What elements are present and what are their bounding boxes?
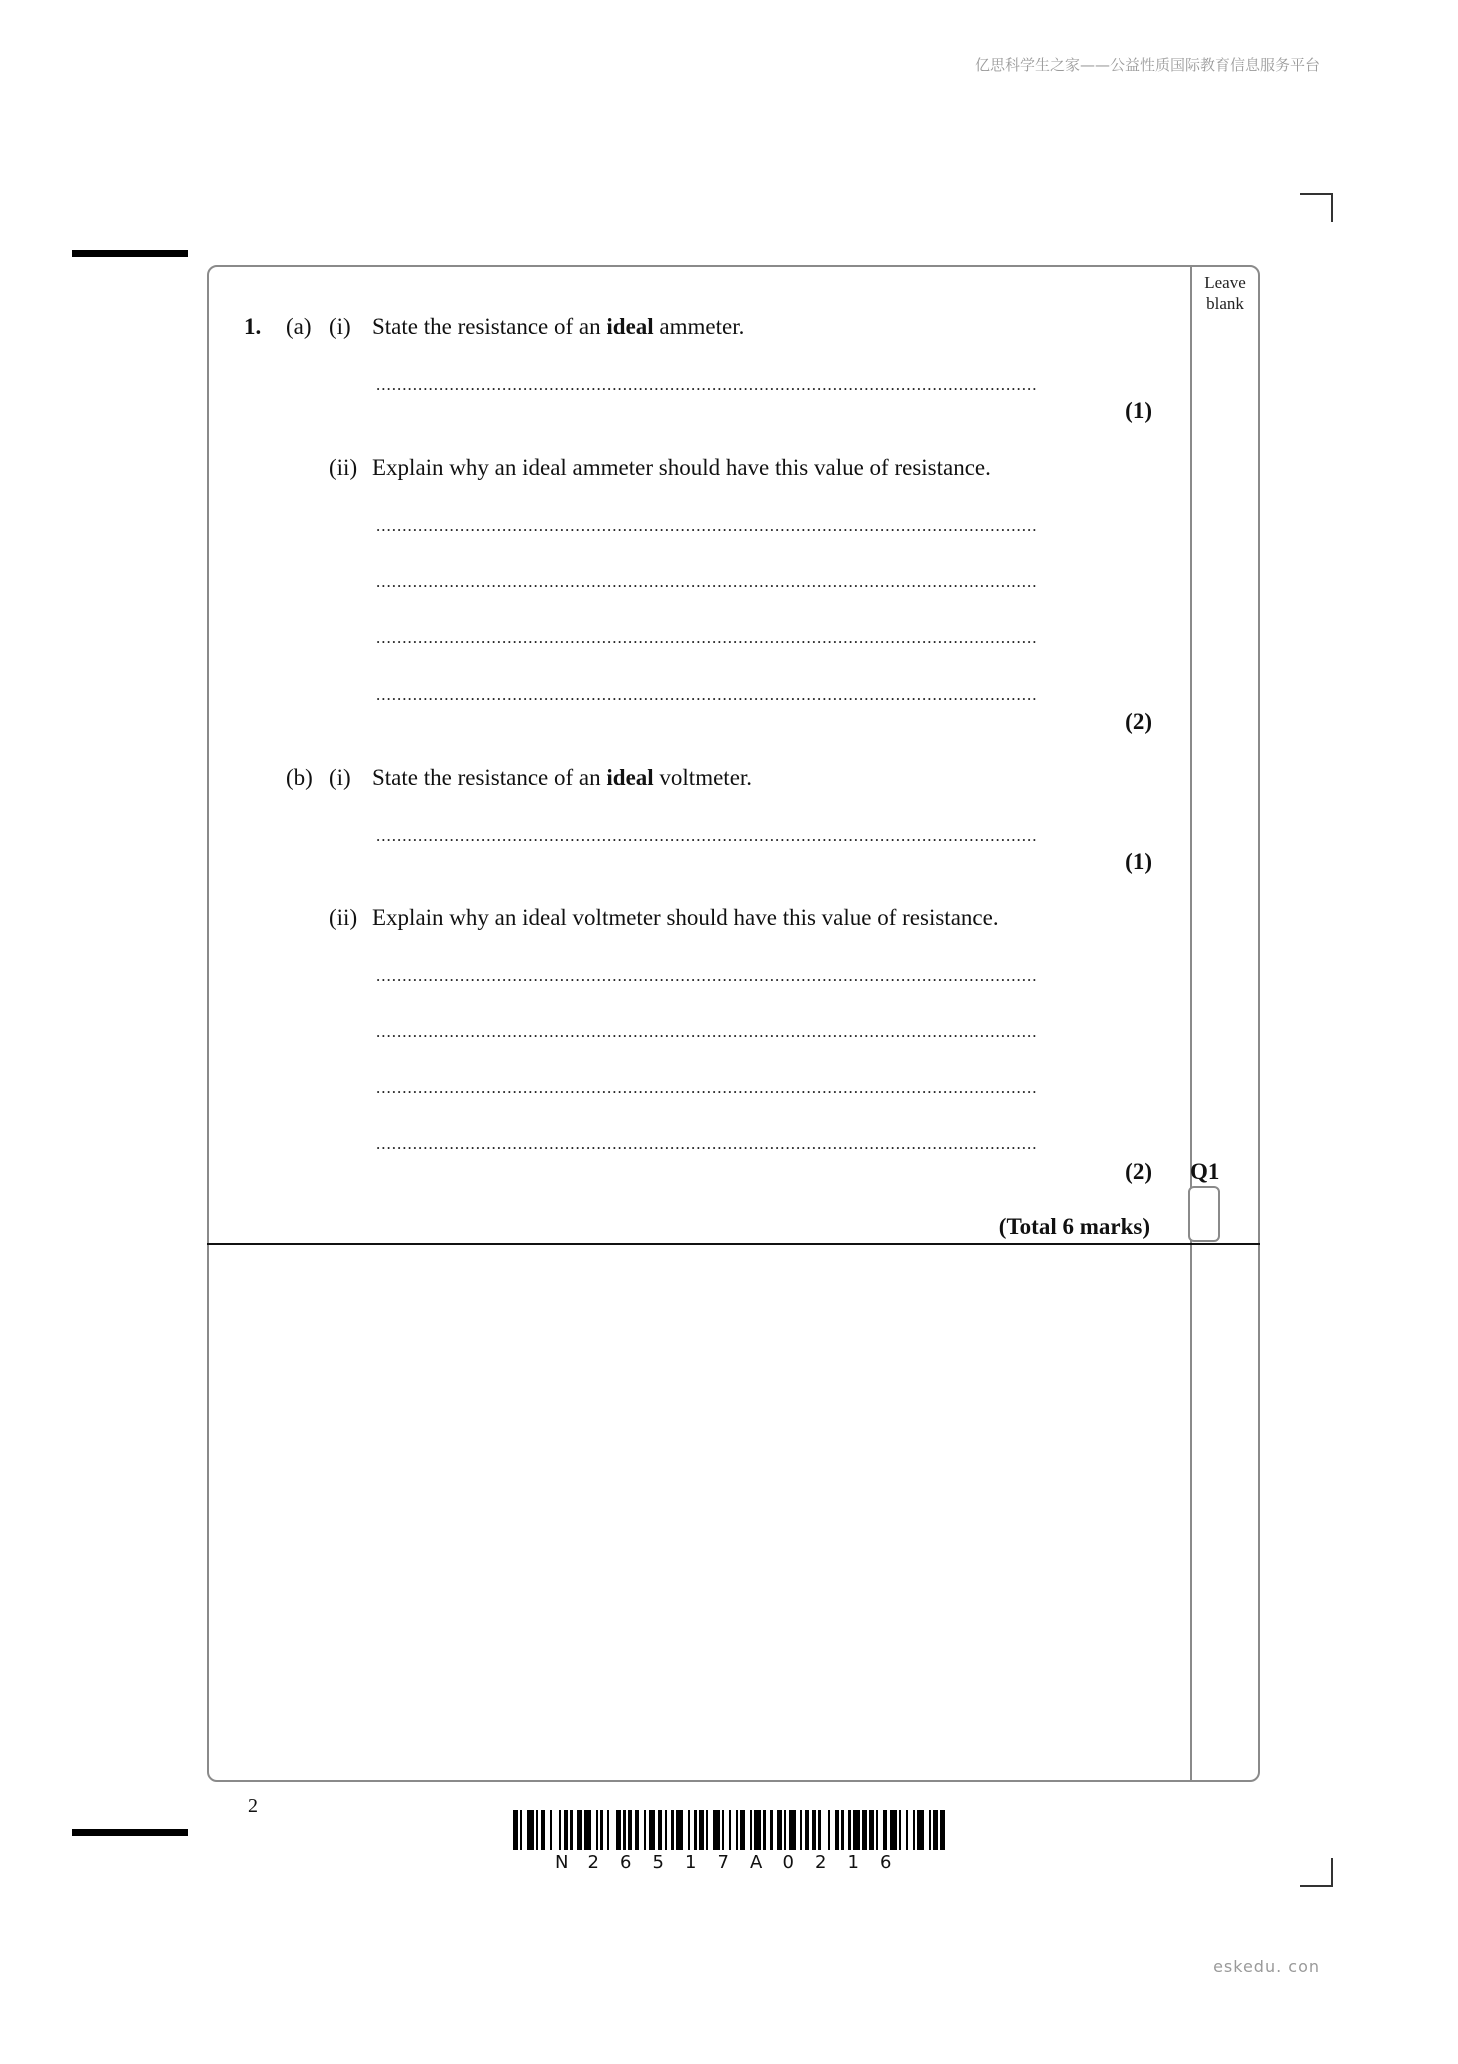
question-label-q1: Q1 <box>1190 1159 1220 1184</box>
barcode-bar <box>676 1810 683 1850</box>
margin-bar-bottom <box>72 1829 188 1836</box>
barcode-bar <box>609 1810 616 1850</box>
answer-line[interactable]: .............................................................................................................................. <box>376 375 1038 394</box>
barcode-bar <box>527 1810 534 1850</box>
barcode-bar <box>945 1810 950 1850</box>
question-b-i-text: State the resistance of an ideal voltmeter. <box>372 765 753 790</box>
sub-i-label: (i) <box>329 314 351 339</box>
score-box[interactable] <box>1188 1186 1220 1242</box>
answer-line[interactable]: .............................................................................................................................. <box>376 1134 1038 1153</box>
total-marks: (Total 6 marks) <box>998 1214 1150 1239</box>
barcode-char: 2 <box>815 1852 827 1873</box>
marks-b-i: (1) <box>1125 849 1152 874</box>
crop-mark-bottom-v <box>1331 1858 1333 1887</box>
barcode-bar <box>890 1810 897 1850</box>
marks-a-ii: (2) <box>1125 709 1152 734</box>
answer-line[interactable]: .............................................................................................................................. <box>376 628 1038 647</box>
answer-line[interactable]: .............................................................................................................................. <box>376 1022 1038 1041</box>
barcode-bar <box>821 1810 828 1850</box>
barcode <box>513 1810 950 1850</box>
barcode-bar <box>917 1810 924 1850</box>
part-b-label: (b) <box>286 765 313 790</box>
crop-mark-top-h <box>1300 193 1332 195</box>
sub-ii-label: (ii) <box>329 455 358 480</box>
question-number: 1. <box>244 314 262 339</box>
sub-ii-label: (ii) <box>329 905 358 930</box>
part-a-label: (a) <box>286 314 312 339</box>
barcode-bar <box>853 1810 860 1850</box>
barcode-char: N <box>555 1852 569 1873</box>
barcode-char: 0 <box>782 1852 794 1873</box>
question-separator <box>207 1243 1260 1245</box>
barcode-bar <box>754 1810 761 1850</box>
page-number: 2 <box>248 1795 258 1817</box>
barcode-char: 7 <box>717 1852 729 1873</box>
barcode-bar <box>649 1810 656 1850</box>
answer-line[interactable]: .............................................................................................................................. <box>376 685 1038 704</box>
barcode-char: 2 <box>587 1852 599 1873</box>
watermark-header: 亿思科学生之家——公益性质国际教育信息服务平台 <box>974 56 1320 74</box>
answer-line[interactable]: .............................................................................................................................. <box>376 966 1038 985</box>
barcode-bar <box>789 1810 796 1850</box>
barcode-bar <box>713 1810 720 1850</box>
barcode-char: 1 <box>685 1852 697 1873</box>
barcode-char: 5 <box>652 1852 664 1873</box>
sub-i-label: (i) <box>329 765 351 790</box>
barcode-number <box>555 1852 913 1873</box>
barcode-char: A <box>750 1852 763 1873</box>
marks-b-ii: (2) <box>1125 1159 1152 1184</box>
answer-line[interactable]: .............................................................................................................................. <box>376 826 1038 845</box>
answer-line[interactable]: .............................................................................................................................. <box>376 1078 1038 1097</box>
crop-mark-top-v <box>1331 193 1333 222</box>
barcode-char: 6 <box>620 1852 632 1873</box>
leave-blank-column-divider <box>1190 266 1192 1781</box>
question-b-ii-text: Explain why an ideal voltmeter should have this value of resistance. <box>372 905 999 930</box>
margin-bar-top <box>72 250 188 257</box>
barcode-char: 1 <box>847 1852 859 1873</box>
leave-blank-header: Leave blank <box>1204 273 1246 313</box>
marks-a-i: (1) <box>1125 398 1152 423</box>
barcode-bar <box>584 1810 591 1850</box>
answer-line[interactable]: .............................................................................................................................. <box>376 516 1038 535</box>
barcode-bar <box>552 1810 559 1850</box>
barcode-char: 6 <box>880 1852 892 1873</box>
answer-line[interactable]: .............................................................................................................................. <box>376 572 1038 591</box>
question-a-ii-text: Explain why an ideal ammeter should have this value of resistance. <box>372 455 991 480</box>
watermark-footer: eskedu. con <box>1213 1957 1320 1976</box>
question-a-i-text: State the resistance of an ideal ammeter. <box>372 314 745 339</box>
crop-mark-bottom-h <box>1300 1885 1332 1887</box>
